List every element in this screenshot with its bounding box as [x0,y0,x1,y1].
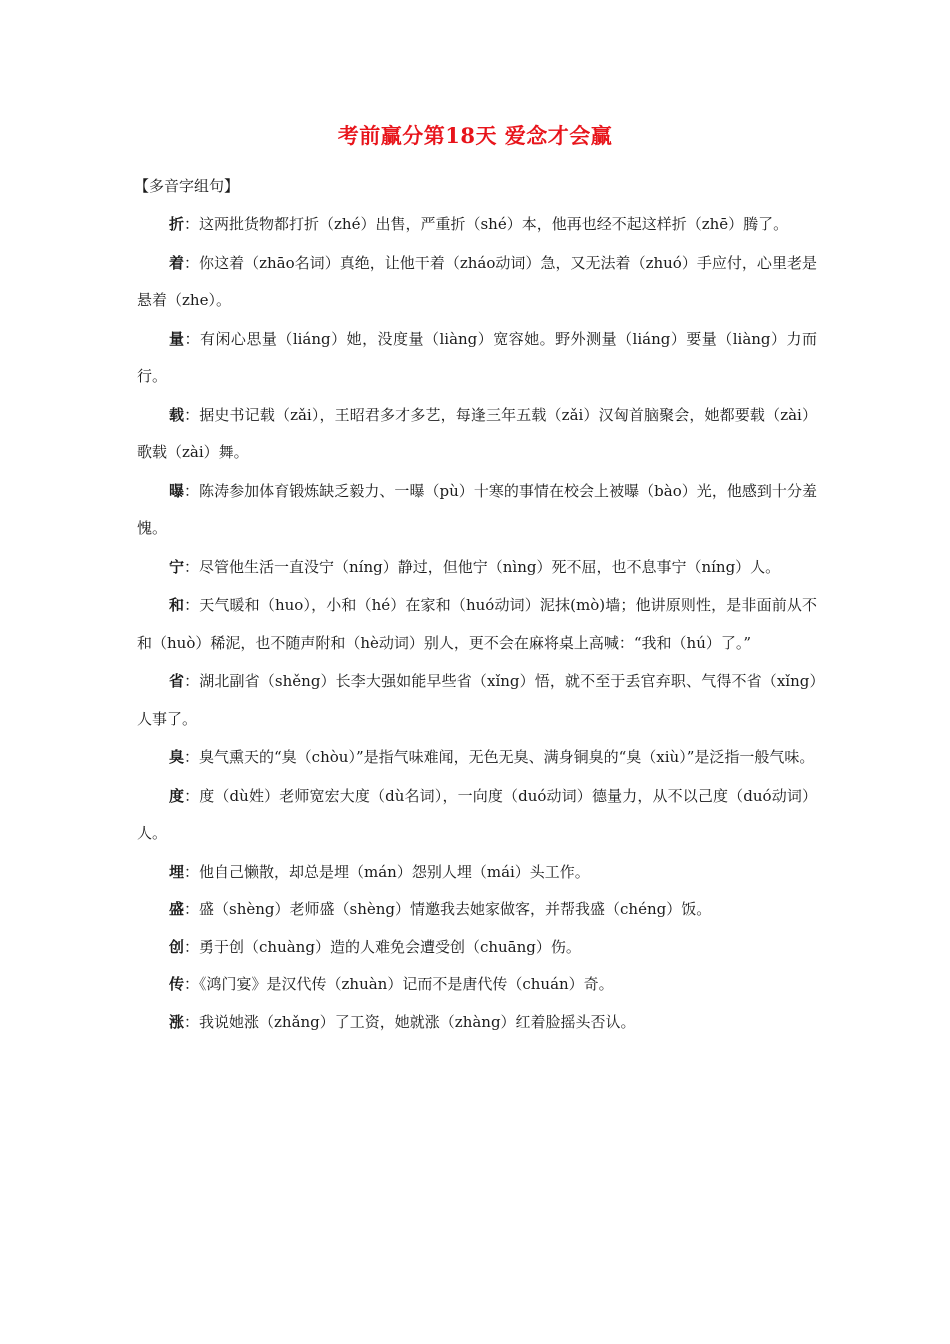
entry-item [137,1004,817,1042]
entry-item [137,663,817,738]
entry-text: ：我说她涨（zhǎng）了工资，她就涨（zhàng）红着脸摇头否认。 [184,1012,636,1031]
entry-item [137,966,817,1004]
entry-head: 折 [169,215,185,233]
entry-item [137,206,817,244]
entry-item [137,473,817,548]
entry-text: ：有闲心思量（liáng）她，没度量（liàng）宽容她。野外测量（liáng）要量（liàng）力而行。 [137,329,817,385]
entry-text: ：你这着（zhāo名词）真绝，让他干着（zháo动词）急，又无法着（zhuó）手应付，心里老是悬着（zhe）。 [137,253,817,309]
entry-head: 盛 [169,900,185,918]
entry-text: ：盛（shèng）老师盛（shèng）情邀我去她家做客，并帮我盛（chéng）饭。 [184,900,712,918]
entry-item [137,587,817,662]
entry-text: ：据史书记载（zǎi），王昭君多才多艺，每逢三年五载（zǎi）汉匈首脑聚会，她都要载（zài）歌载（zài）舞。 [137,405,817,461]
entry-text: ：陈涛参加体育锻炼缺乏毅力、一曝（pù）十寒的事情在校会上被曝（bào）光，他感到十分羞愧。 [137,481,817,537]
entry-item [137,929,817,967]
entry-text: ：勇于创（chuàng）造的人难免会遭受创（chuāng）伤。 [184,937,581,956]
entry-text: ：臭气熏天的“臭（chòu）”是指气味难闻，无色无臭、满身铜臭的“臭（xiù）”是泛指一般气味。 [184,748,815,766]
entry-head: 臭 [169,748,185,766]
entry-item [137,245,817,320]
entry-head: 涨 [169,1012,185,1031]
entry-item [137,549,817,587]
entry-head: 传 [169,975,185,993]
entry-text: ：天气暖和（huo），小和（hé）在家和（huó动词）泥抹(mò)墙；他讲原则性，是非面前从不和（huò）稀泥，也不随声附和（hè动词）别人，更不会在麻将桌上高喊：“我和（hú）了。” [137,596,817,652]
entry-head: 载 [169,405,185,424]
entry-list [137,206,817,1041]
entry-item [137,739,817,777]
entry-head: 宁 [169,557,185,576]
entry-item [137,854,817,892]
entry-head: 曝 [169,481,185,500]
entry-text: ：尽管他生活一直没宁（níng）静过，但他宁（nìng）死不屈，也不息事宁（níng）人。 [184,557,781,576]
entry-item [137,321,817,396]
section-label: 【多音字组句】 [134,177,240,195]
entry-text: ：《鸿门宴》是汉代传（zhuàn）记而不是唐代传（chuán）奇。 [184,975,614,993]
entry-text: ：这两批货物都打折（zhé）出售，严重折（shé）本，他再也经不起这样折（zhē）腾了。 [184,215,789,233]
entry-head: 和 [169,596,185,614]
entry-head: 量 [169,329,185,348]
entry-text: ：湖北副省（shěng）长李大强如能早些省（xǐng）悟，就不至于丢官弃职、气得不省（xǐng）人事了。 [137,672,817,728]
entry-item [137,778,817,853]
entry-item [137,397,817,472]
entry-head: 度 [169,786,185,805]
entry-head: 着 [169,253,185,272]
entry-text: ：他自己懒散，却总是埋（mán）怨别人埋（mái）头工作。 [184,862,590,881]
page-title: 考前赢分第18天 爱念才会赢 [337,123,613,148]
entry-text: ：度（dù姓）老师宽宏大度（dù名词），一向度（duó动词）德量力，从不以己度（duó动词）人。 [137,786,817,842]
entry-item [137,891,817,929]
entry-head: 创 [169,937,185,956]
entry-head: 省 [169,672,185,690]
entry-head: 埋 [169,862,185,881]
